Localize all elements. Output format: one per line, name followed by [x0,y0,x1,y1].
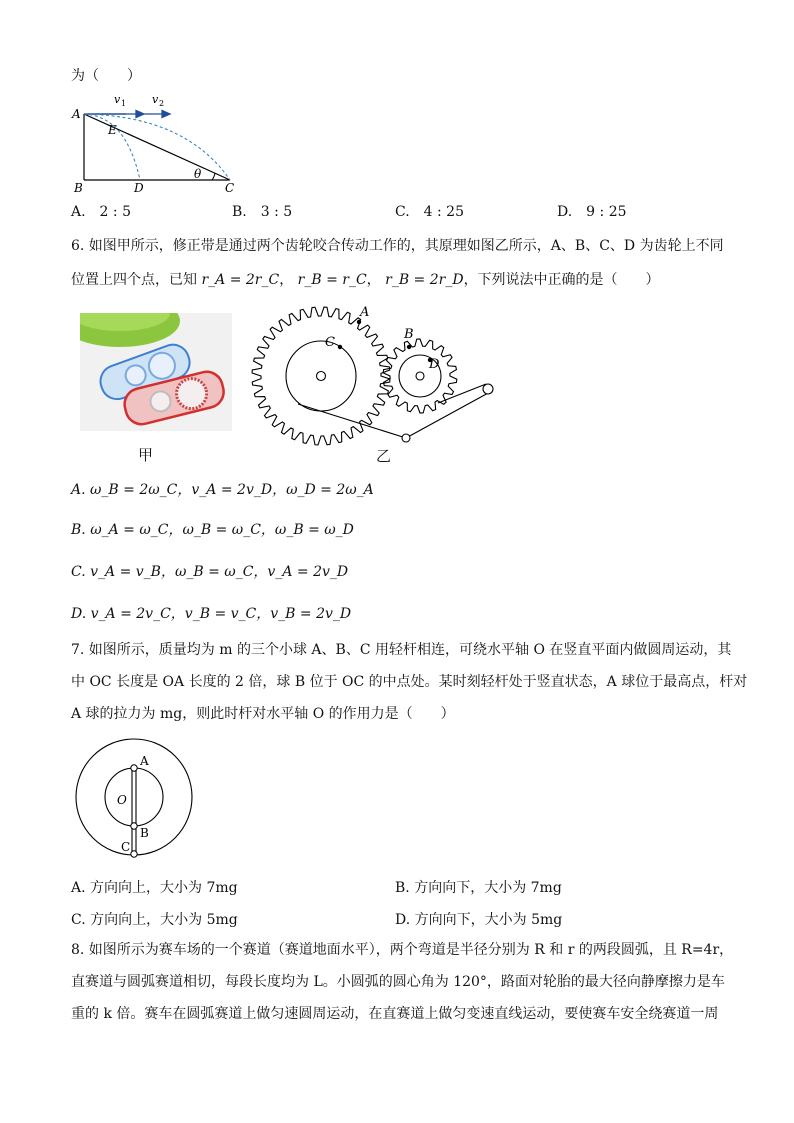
q5-label-A: A [72,107,81,121]
q6-option-b[interactable]: B. ω_A = ω_C，ω_B = ω_C，ω_B = ω_D [71,522,354,538]
ball-A [131,765,137,771]
big-gear-center [317,372,326,381]
q5-option-d[interactable]: D. 9 : 25 [557,204,627,220]
q5-option-a[interactable]: A. 2 : 5 [71,204,131,220]
small-gear-center [416,372,424,380]
correction-tape-photo [80,313,232,431]
gear-diagram [248,300,500,450]
q5-projectile-figure [66,88,256,196]
q7-label-A: A [140,754,149,768]
q7-label-O: O [117,793,127,807]
q8-stem-line3: 重的 k 倍。赛车在圆弧赛道上做匀速圆周运动，在直赛道上做匀变速直线运动，要使赛车安全绕赛道一周 [71,1006,719,1022]
point-C-dot [338,345,342,349]
guide-roller-bottom [402,434,410,442]
outer-circle-C [76,739,192,855]
q5-tail: 为（ ） [71,68,141,84]
q7-option-d[interactable]: D. 方向向下，大小为 5mg [395,912,563,928]
q6-eq-2: r_B = r_C [297,272,367,288]
q7-option-a[interactable]: A. 方向向上，大小为 7mg [71,880,238,896]
q5-incline-AC [84,114,230,180]
q5-arrow-v2 [162,111,170,118]
q7-label-B: B [140,826,149,840]
q5-option-c[interactable]: C. 4 : 25 [395,204,465,220]
point-B-dot [407,345,411,349]
gear-label-A: A [360,305,370,320]
q8-stem-line2: 直赛道与圆弧赛道相切，每段长度均为 L。小圆弧的圆心角为 120°，路面对轮胎的最大径向静摩擦力是车 [71,974,725,990]
gear-label-D: D [429,357,440,372]
gear-label-C: C [325,335,335,350]
q6-stem-line2: 位置上四个点，已知 r_A = 2r_C， r_B = r_C， r_B = 2r_D，下列说法中正确的是（ ） [71,272,660,288]
q6-option-c[interactable]: C. v_A = v_B，ω_B = ω_C，v_A = 2v_D [71,564,349,580]
q6-eq-3: r_B = 2r_D [385,272,464,288]
gear-label-B: B [404,327,414,342]
q6-stem-line1: 6. 如图甲所示，修正带是通过两个齿轮咬合传动工作的，其原理如图乙所示，A、B、C、D 为齿轮上不同 [71,238,724,254]
q7-option-b[interactable]: B. 方向向下，大小为 7mg [395,880,562,896]
q5-label-D: D [134,181,144,195]
q5-label-v1: v [114,93,121,106]
q7-stem-line2: 中 OC 长度是 OA 长度的 2 倍，球 B 位于 OC 的中点处。某时刻轻杆处于竖直状态，A 球位于最高点，杆对 [71,674,748,690]
q8-stem-line1: 8. 如图所示为赛车场的一个赛道（赛道地面水平），两个弯道是半径分别为 R 和 r 的两段圆弧，且 R=4r， [71,942,734,958]
q7-stem-line1: 7. 如图所示，质量均为 m 的三个小球 A、B、C 用轻杆相连，可绕水平轴 O 在竖直平面内做圆周运动，其 [71,642,732,658]
q7-option-c[interactable]: C. 方向向上，大小为 5mg [71,912,238,928]
caption-yi: 乙 [376,447,392,465]
q5-arrow-v1 [136,111,144,118]
q7-rod-circle-figure [72,738,198,862]
ball-B [131,823,137,829]
point-A-dot [357,320,361,324]
guide-roller-right [483,384,493,394]
ball-C [131,851,137,857]
q5-option-b[interactable]: B. 3 : 5 [232,204,293,220]
caption-jia: 甲 [138,446,154,464]
q5-label-E: E [108,123,117,137]
q6-option-a[interactable]: A. ω_B = 2ω_C，v_A = 2v_D，ω_D = 2ω_A [71,482,374,498]
q7-stem-line3: A 球的拉力为 mg，则此时杆对水平轴 O 的作用力是（ ） [71,706,455,722]
q5-label-theta: θ [194,167,202,181]
inner-circle-A [105,768,163,826]
q5-label-B: B [74,181,83,195]
q7-label-C: C [121,840,131,854]
q5-label-v2: v [152,93,159,106]
q5-label-C: C [225,181,235,195]
q5-label-v2-sub: 2 [159,99,165,108]
q5-label-v1-sub: 1 [121,99,127,108]
q6-eq-1: r_A = 2r_C [201,272,280,288]
q6-option-d[interactable]: D. v_A = 2v_C，v_B = v_C，v_B = 2v_D [71,606,352,622]
